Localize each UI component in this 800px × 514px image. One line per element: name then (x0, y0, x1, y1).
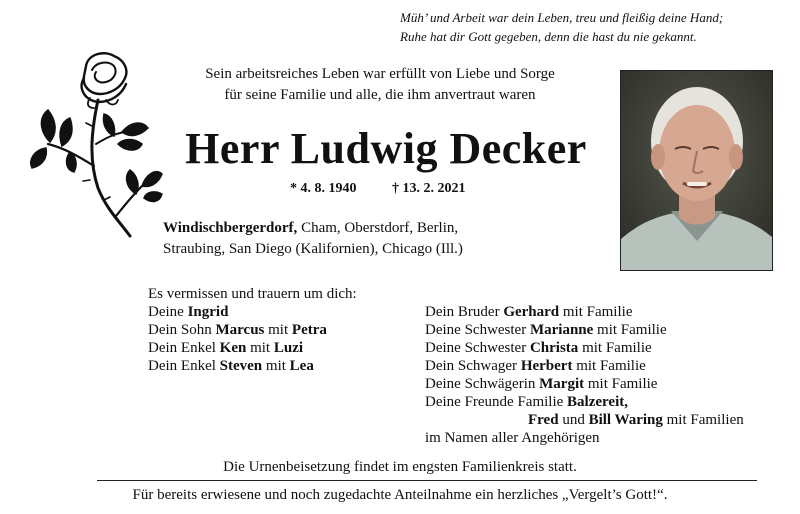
death-date: † 13. 2. 2021 (392, 181, 466, 196)
places-line-1 (163, 218, 603, 239)
portrait-illustration (621, 71, 772, 270)
mourner-row (425, 339, 775, 357)
mourner-row (148, 303, 418, 321)
mourner-partner-name: Luzi (273, 340, 304, 356)
burial-notice: Die Urnenbeisetzung findet im engsten Familienkreis statt. (223, 459, 577, 475)
mourner-relation: Deine Schwester (425, 340, 530, 356)
places-bold: Windischbergerdorf, (163, 220, 298, 236)
portrait-photo (620, 70, 773, 271)
thanks-line: Für bereits erwiesene und noch zugedachte Anteilnahme ein herzliches „Vergelt’s Gott!“. (132, 487, 668, 503)
mourner-suffix: mit Familie (584, 376, 658, 392)
mourner-name: Balzereit, (567, 394, 628, 410)
mourners-closing: im Namen aller Angehörigen (425, 430, 600, 446)
mourner-name: Steven (219, 358, 263, 374)
mourner-row (425, 357, 775, 375)
mourner-connector: mit (246, 340, 274, 356)
mourner-relation: Dein Enkel (148, 358, 220, 374)
mourner-name: Ingrid (187, 304, 229, 320)
mourner-name: Marcus (215, 322, 265, 338)
mourner-suffix: mit Familie (578, 340, 652, 356)
places-line-2: Straubing, San Diego (Kalifornien), Chicago (Ill.) (163, 241, 463, 257)
mourner-name: Bill Waring (588, 412, 663, 428)
life-dates (290, 181, 466, 197)
mourner-relation: Dein Bruder (425, 304, 504, 320)
places-rest: Cham, Oberstdorf, Berlin, (297, 220, 459, 236)
mourner-relation: Dein Sohn (148, 322, 216, 338)
mourner-name: Fred (528, 412, 559, 428)
mourner-name: Marianne (529, 322, 594, 338)
mourner-connector: und (558, 412, 589, 428)
deceased-name: Herr Ludwig Decker (185, 124, 587, 173)
intro-line-1: Sein arbeitsreiches Leben war erfüllt von Liebe und Sorge (205, 66, 555, 82)
mourner-name: Gerhard (503, 304, 560, 320)
mourner-row (425, 393, 775, 411)
epitaph-quote (350, 8, 780, 46)
mourners-intro: Es vermissen und trauern um dich: (148, 286, 357, 302)
intro-text (170, 64, 590, 106)
mourner-suffix: mit Familie (593, 322, 667, 338)
mourner-row (148, 357, 418, 375)
mourner-suffix: mit Familie (572, 358, 646, 374)
mourner-row (148, 339, 418, 357)
rose-illustration (26, 48, 166, 243)
mourner-relation: Deine (148, 304, 188, 320)
mourner-suffix: mit Familien (662, 412, 744, 428)
mourner-connector: mit (264, 322, 292, 338)
mourner-name: Ken (219, 340, 247, 356)
mourner-row (425, 303, 775, 321)
intro-line-2: für seine Familie und alle, die ihm anvertraut waren (224, 87, 536, 103)
mourner-suffix: mit Familie (559, 304, 633, 320)
mourners-right-column (425, 303, 775, 447)
mourner-relation: Deine Schwägerin (425, 376, 540, 392)
quote-line-2: Ruhe hat dir Gott gegeben, denn die hast du nie gekannt. (400, 29, 697, 44)
mourner-partner-name: Petra (291, 322, 327, 338)
places-list (163, 218, 603, 260)
mourner-relation: Dein Schwager (425, 358, 521, 374)
mourner-name: Christa (529, 340, 579, 356)
mourner-relation: Deine Freunde Familie (425, 394, 568, 410)
mourner-relation: Dein Enkel (148, 340, 220, 356)
mourners-left-column (148, 285, 418, 375)
mourner-partner-name: Lea (289, 358, 314, 374)
mourner-row (425, 375, 775, 393)
mourner-row (148, 321, 418, 339)
mourner-connector: mit (262, 358, 290, 374)
mourner-row (425, 321, 775, 339)
mourner-row-waring (425, 411, 775, 429)
mourner-name: Margit (539, 376, 585, 392)
divider-line (97, 480, 757, 481)
birth-date: * 4. 8. 1940 (290, 181, 357, 196)
mourner-relation: Deine Schwester (425, 322, 530, 338)
mourner-name: Herbert (520, 358, 573, 374)
quote-line-1: Müh’ und Arbeit war dein Leben, treu und fleißig deine Hand; (400, 10, 724, 25)
